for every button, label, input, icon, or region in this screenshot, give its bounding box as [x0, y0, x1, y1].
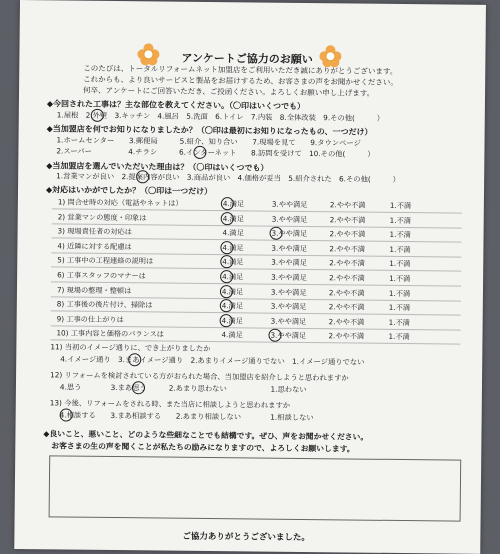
rating-row-label: 7) 現場の整理・整頓は — [56, 284, 132, 295]
rating-option[interactable]: 4.満足 — [221, 301, 244, 311]
rating-option[interactable]: 1.不満 — [388, 288, 411, 298]
rating-option[interactable]: 3.やや満足 — [271, 214, 308, 224]
free-comment-box[interactable] — [49, 455, 462, 521]
rating-option[interactable]: 3.やや満足 — [271, 272, 307, 283]
q3-answer-circle — [136, 170, 149, 183]
intro-line-3: 何卒、アンケートにご回答いただき、ご投函ください。よろしくお願い申し上げます。 — [83, 85, 375, 98]
rating-option[interactable]: 3.やや満足 — [271, 258, 307, 268]
rating-option[interactable]: 2.やや不満 — [328, 317, 365, 327]
rating-option[interactable]: 4.満足 — [222, 213, 245, 223]
rating-option[interactable]: 3.やや満足 — [270, 301, 307, 312]
rating-row-label: 6) 工事スタッフのマナーは — [57, 270, 146, 281]
rating-option[interactable]: 3.やや満足 — [271, 243, 308, 253]
q2-options-2: 2.スーパー 4.チラシ 6.インターネット 8.訪問を受けて 10.その他( ） — [56, 146, 375, 159]
free-comment-line-1: ◆良いこと、悪いこと、どのような些細なことでも結構です。ぜひ、声をお聞かせください。 — [43, 429, 369, 442]
rating-option[interactable]: 2.やや不満 — [329, 200, 366, 210]
thanks-text: ご協力ありがとうございました。 — [182, 531, 310, 544]
rating-row-label: 3) 現場責任者の対応は — [57, 226, 132, 237]
survey-title: アンケートご協力のお願い — [181, 51, 313, 67]
rating-answer-circle — [221, 197, 234, 210]
rating-option[interactable]: 1.不満 — [389, 200, 412, 211]
rating-option[interactable]: 1.不満 — [389, 259, 411, 269]
q11-options: 4.イメージ通り 3.まあイメージ通り 2.あまりイメージ通りでない 1.イメージ通りでない — [60, 354, 365, 367]
rating-option[interactable]: 4.満足 — [221, 315, 243, 326]
q2-options-1: 1.ホームセンター 3.郵便局 5.紹介、知り合い 7.現場を見て 9.タウンページ — [56, 135, 361, 148]
rating-option[interactable]: 2.やや不満 — [328, 302, 365, 312]
rating-option[interactable]: 2.やや不満 — [328, 287, 365, 298]
rating-row-label: 1) 問合せ時の対応（電話やネットは） — [57, 197, 183, 208]
rating-option[interactable]: 3.やや満足 — [271, 228, 308, 239]
rating-option[interactable]: 2.やや不満 — [329, 244, 366, 254]
intro-line-1: このたびは、トータルリフォームネット加盟店をご利用いただき誠にありがとうございます。 — [83, 63, 398, 76]
rating-option[interactable]: 4.満足 — [222, 272, 244, 282]
rating-row-label: 2) 営業マンの態度・印象は — [57, 212, 147, 222]
q12-title: 12) リフォームを検討されている方がおられた場合、当加盟店を紹介しようと思われますか — [50, 370, 349, 383]
rating-option[interactable]: 1.不満 — [388, 332, 410, 342]
q13-title: 13) 今後、リフォームをされる時、また当店に相談しようと思われますか — [49, 398, 291, 410]
rating-option[interactable]: 4.満足 — [222, 242, 244, 253]
q12-options: 4.思う 3.まあ思う 2.あまり思わない 1.思わない — [59, 382, 307, 395]
q13-answer-circle — [60, 408, 73, 421]
rating-option[interactable]: 3.やや満足 — [271, 199, 308, 210]
rating-option[interactable]: 2.やや不満 — [329, 258, 365, 269]
free-comment-line-2: お客さまの生の声を聞くことが私たちの励みになりますので、よろしくお願いします。 — [51, 441, 355, 454]
rating-row-label: 8) 工事後の後片付け、掃除は — [56, 299, 153, 310]
q13-options: 4.相談する 3.まあ相談する 2.あまり相談しない 1.相談しない — [59, 410, 314, 423]
rating-option[interactable]: 3.やや満足 — [270, 331, 307, 341]
q11-title: 11) 当初のイメージ通りに、でき上がりましたか — [50, 342, 211, 354]
rating-option[interactable]: 2.やや不満 — [329, 229, 366, 239]
q11-answer-circle — [128, 353, 141, 366]
rating-option[interactable]: 3.やや満足 — [270, 287, 307, 297]
rating-option[interactable]: 2.やや不満 — [328, 331, 365, 342]
q3-options: 1.営業マンが良い 2.提案内容が良い 3.商品が良い 4.価格が妥当 5.紹介された 6.その他( ） — [56, 171, 400, 184]
rating-option[interactable]: 2.やや不満 — [329, 273, 365, 283]
rating-option[interactable]: 1.不満 — [388, 303, 411, 313]
q1-answer-circle — [91, 109, 104, 122]
rating-option[interactable]: 1.不満 — [389, 273, 411, 284]
rating-answer-circle — [220, 285, 233, 298]
rating-answer-circle — [221, 212, 234, 225]
rating-option[interactable]: 4.満足 — [221, 286, 244, 296]
rating-option[interactable]: 4.満足 — [221, 330, 243, 340]
q3-title: ◆当加盟店を選んでいただいた理由は？（〇印はいくつでも） — [46, 161, 269, 173]
survey-sheet — [14, 0, 486, 554]
rating-option[interactable]: 2.やや不満 — [329, 214, 366, 225]
rating-option[interactable]: 1.不満 — [389, 230, 411, 240]
rating-option[interactable]: 4.満足 — [222, 228, 244, 238]
rating-option[interactable]: 4.満足 — [222, 257, 244, 267]
rating-row-label: 5) 工事中の工程連絡の説明は — [57, 255, 154, 266]
rating-answer-circle — [220, 270, 233, 283]
intro-line-2: これからも、より良いサービスと製品をお届けするため、お客さまの声をお聞かせください。 — [83, 74, 398, 87]
rating-row-label: 9) 工事の仕上がりは — [56, 314, 124, 324]
rating-option[interactable]: 4.満足 — [222, 199, 245, 209]
q1-title: ◆今回された工事は？主な部位を教えてください。（〇印はいくつでも） — [46, 99, 306, 111]
rating-answer-circle — [220, 241, 233, 254]
q12-answer-circle — [132, 381, 145, 394]
rating-row-label: 4) 近隣に対する配慮は — [57, 241, 132, 251]
q2-title: ◆当加盟店を何でお知りになりましたか？（〇印は最初にお知りになったもの、一つだけ） — [46, 124, 373, 137]
rating-option[interactable]: 1.不満 — [389, 244, 411, 254]
q2-answer-circle — [193, 146, 206, 159]
rating-row-label: 10) 工事内容と価格のバランスは — [56, 328, 165, 339]
rating-option[interactable]: 3.やや満足 — [270, 316, 307, 326]
rating-option[interactable]: 1.不満 — [388, 317, 410, 327]
rating-answer-circle — [220, 314, 233, 327]
q4-title: ◆対応はいかがでしたか？（〇印は一つだけ） — [45, 185, 213, 197]
flower-icon-left — [137, 43, 159, 65]
q1-options: 1.屋根 2.外壁 3.キッチン 4.風呂 5.洗面 6.トイレ 7.内装 8.全体改装 9.その他( ） — [56, 110, 385, 123]
flower-icon-right — [319, 45, 341, 67]
rating-option[interactable]: 1.不満 — [389, 215, 411, 225]
